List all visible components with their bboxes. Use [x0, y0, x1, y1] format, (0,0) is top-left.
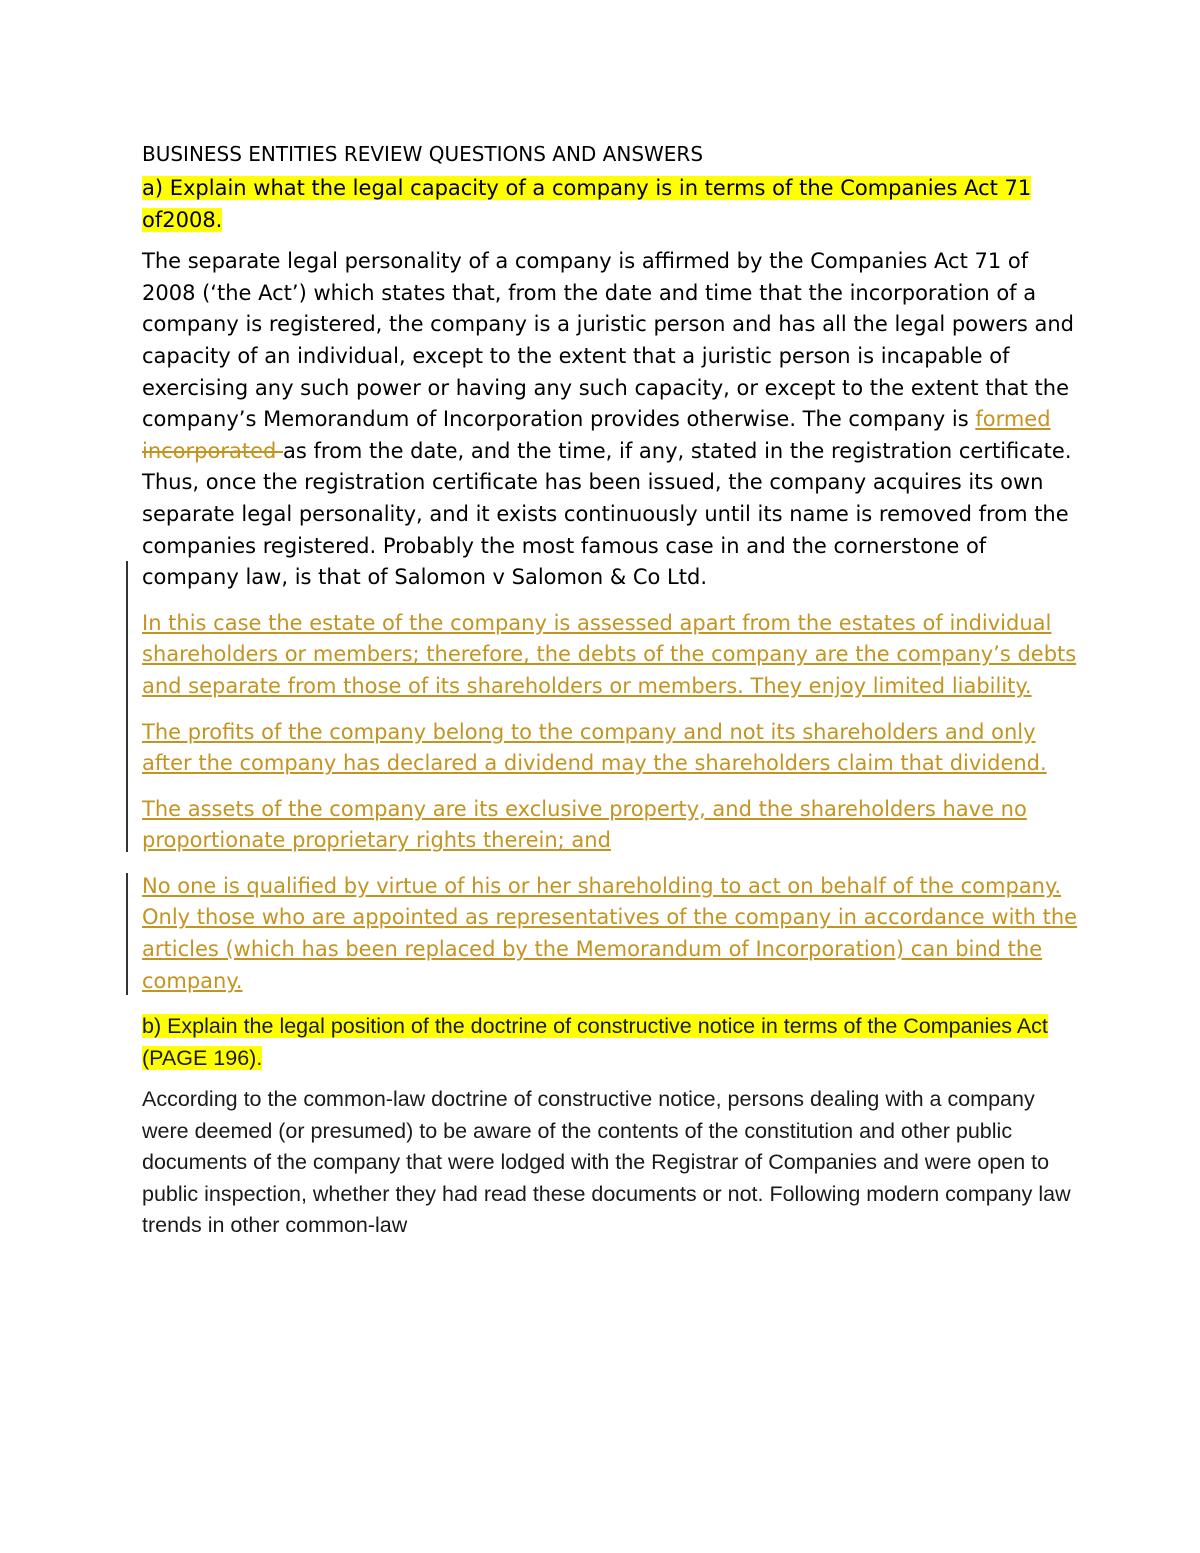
- answer-b: According to the common-law doctrine of constructive notice, persons dealing with a company were deemed (or presumed) to be aware of the contents of the constitution and other public documents of the company that were lodged with the Registrar of Companies and were open to public inspection, whether they had read these documents or not. Following modern company law trends in other common-law: [142, 1087, 1071, 1238]
- answer-a-part2: as from the date, and the time, if any, stated in the registration certificate. Thus, once the registration certificate has been issued, the company acquires its own separate legal personality, and it exists continuously until its name is removed from the companies registered. Probably the most famous case in and the cornerstone of company law, is that of Salomon v Salomon & Co Ltd.: [142, 438, 1072, 590]
- deleted-text: incorporated: [142, 438, 284, 463]
- answer-a-part1: The separate legal personality of a company is affirmed by the Companies Act 71 of 2008 (‘the Act’) which states that, from the date and time that the incorporation of a company is registered, the company is a juristic person and has all the legal powers and capacity of an individual, except to the extent that a juristic person is incapable of exercising any such power or having any such capacity, or except to the extent that the company’s Memorandum of Incorporation provides otherwise. The company is: [142, 249, 1074, 432]
- change-bar: [126, 873, 128, 995]
- answer-a: [142, 246, 1082, 594]
- tracked-paragraph-3-text: The assets of the company are its exclusive property, and the shareholders have no proportionate proprietary rights therein; and: [142, 796, 1027, 853]
- tracked-paragraph-1: [142, 608, 1082, 703]
- document-body: [142, 138, 1082, 1242]
- document-title: BUSINESS ENTITIES REVIEW QUESTIONS AND ANSWERS: [142, 142, 704, 166]
- tracked-paragraph-4: [142, 871, 1082, 997]
- question-b-text: b) Explain the legal position of the doctrine of constructive notice in terms of the Companies Act (PAGE 196).: [142, 1014, 1048, 1070]
- tracked-paragraph-4-text: No one is qualified by virtue of his or her shareholding to act on behalf of the company. Only those who are appointed as representatives of the company in accordance with the articles (which has been replaced by the Memorandum of Incorporation) can bind the company.: [142, 873, 1078, 993]
- tracked-paragraph-2-text: The profits of the company belong to the company and not its shareholders and only after the company has declared a dividend may the shareholders claim that dividend.: [142, 719, 1047, 776]
- change-bar: [126, 610, 128, 730]
- tracked-paragraph-3: [142, 794, 1082, 857]
- tracked-paragraph-2: [142, 717, 1082, 780]
- question-b: [142, 1011, 1082, 1074]
- change-bar: [126, 796, 128, 852]
- inserted-text: formed: [975, 407, 1051, 432]
- question-a-text: a) Explain what the legal capacity of a company is in terms of the Companies Act 71 of2008.: [142, 176, 1032, 232]
- tracked-paragraph-1-text: In this case the estate of the company is assessed apart from the estates of individual shareholders or members; therefore, the debts of the company are the company’s debts and separate from those of its shareholders or members. They enjoy limited liability.: [142, 610, 1077, 698]
- question-a: [142, 173, 1082, 236]
